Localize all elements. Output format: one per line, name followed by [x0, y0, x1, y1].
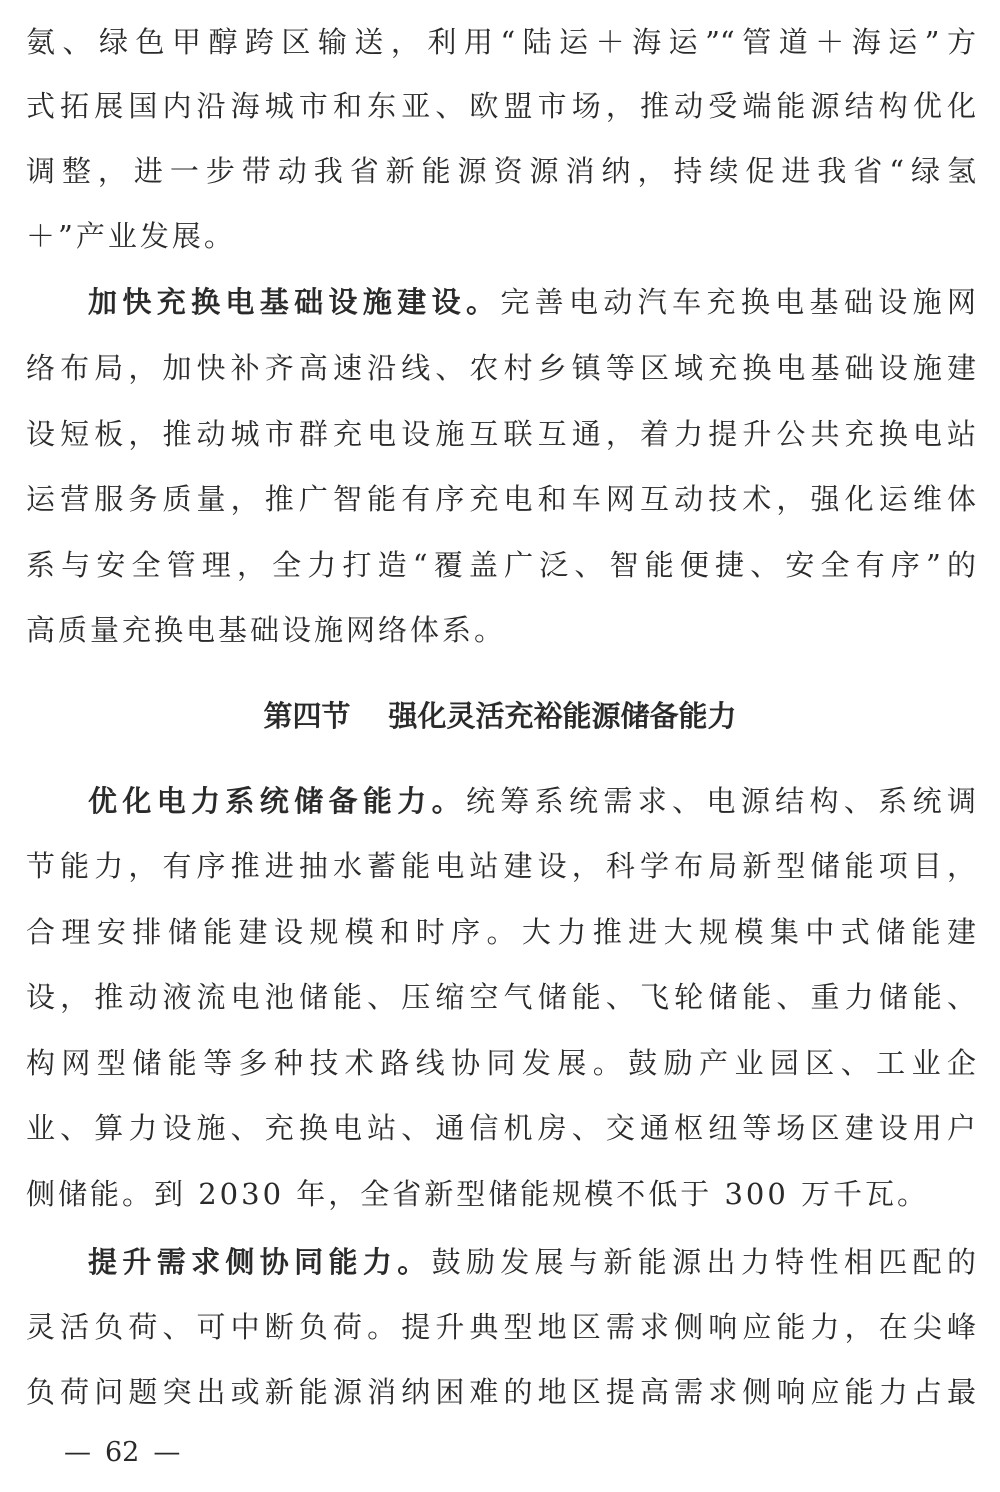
body-text-line: 合理安排储能建设规模和时序。大力推进大规模集中式储能建	[26, 915, 976, 949]
body-text-line: 高质量充换电基础设施网络体系。	[26, 613, 507, 647]
body-text-line: 设，推动液流电池储能、压缩空气储能、飞轮储能、重力储能、	[26, 980, 976, 1014]
body-text-line: 络布局，加快补齐高速沿线、农村乡镇等区域充换电基础设施建	[26, 351, 976, 385]
paragraph-lead-heading: 提升需求侧协同能力。	[88, 1245, 432, 1279]
body-text-line: 节能力，有序推进抽水蓄能电站建设，科学布局新型储能项目，	[26, 849, 976, 883]
body-text-line: 负荷问题突出或新能源消纳困难的地区提高需求侧响应能力占最	[26, 1375, 976, 1409]
body-text-line: 侧储能。到 2030 年，全省新型储能规模不低于 300 万千瓦。	[26, 1177, 930, 1211]
section-title: 强化灵活充裕能源储备能力	[388, 699, 737, 733]
paragraph-first-line-text: 统筹系统需求、电源结构、系统调	[465, 784, 976, 818]
footer-dash-left: —	[64, 1437, 91, 1468]
paragraph-first-line	[88, 771, 976, 831]
body-text-line: 调整，进一步带动我省新能源资源消纳，持续促进我省“绿氢	[26, 154, 976, 188]
body-text-line: 构网型储能等多种技术路线协同发展。鼓励产业园区、工业企	[26, 1046, 976, 1080]
body-text-line: 灵活负荷、可中断负荷。提升典型地区需求侧响应能力，在尖峰	[26, 1310, 976, 1344]
section-number: 第四节	[263, 699, 351, 733]
paragraph-first-line-text: 鼓励发展与新能源出力特性相匹配的	[431, 1245, 976, 1279]
page-footer	[50, 1433, 194, 1473]
paragraph-lead-heading: 优化电力系统储备能力。	[88, 784, 466, 818]
page-number: 62	[105, 1437, 140, 1468]
paragraph-first-line	[88, 272, 976, 332]
paragraph-first-line-text: 完善电动汽车充换电基础设施网	[500, 285, 976, 319]
paragraph-first-line	[88, 1232, 976, 1292]
section-heading	[0, 686, 1000, 746]
body-text-line: 运营服务质量，推广智能有序充电和车网互动技术，强化运维体	[26, 482, 976, 516]
body-text-line: 系与安全管理，全力打造“覆盖广泛、智能便捷、安全有序”的	[26, 548, 976, 582]
body-text-line: 式拓展国内沿海城市和东亚、欧盟市场，推动受端能源结构优化	[26, 89, 976, 123]
body-text-line: ＋”产业发展。	[26, 219, 236, 253]
body-text-line: 氨、绿色甲醇跨区输送，利用“陆运＋海运”“管道＋海运”方	[26, 25, 976, 59]
body-text-line: 设短板，推动城市群充电设施互联互通，着力提升公共充换电站	[26, 417, 976, 451]
footer-dash-right: —	[153, 1437, 181, 1468]
paragraph-lead-heading: 加快充换电基础设施建设。	[88, 285, 501, 319]
body-text-line: 业、算力设施、充换电站、通信机房、交通枢纽等场区建设用户	[26, 1111, 976, 1145]
